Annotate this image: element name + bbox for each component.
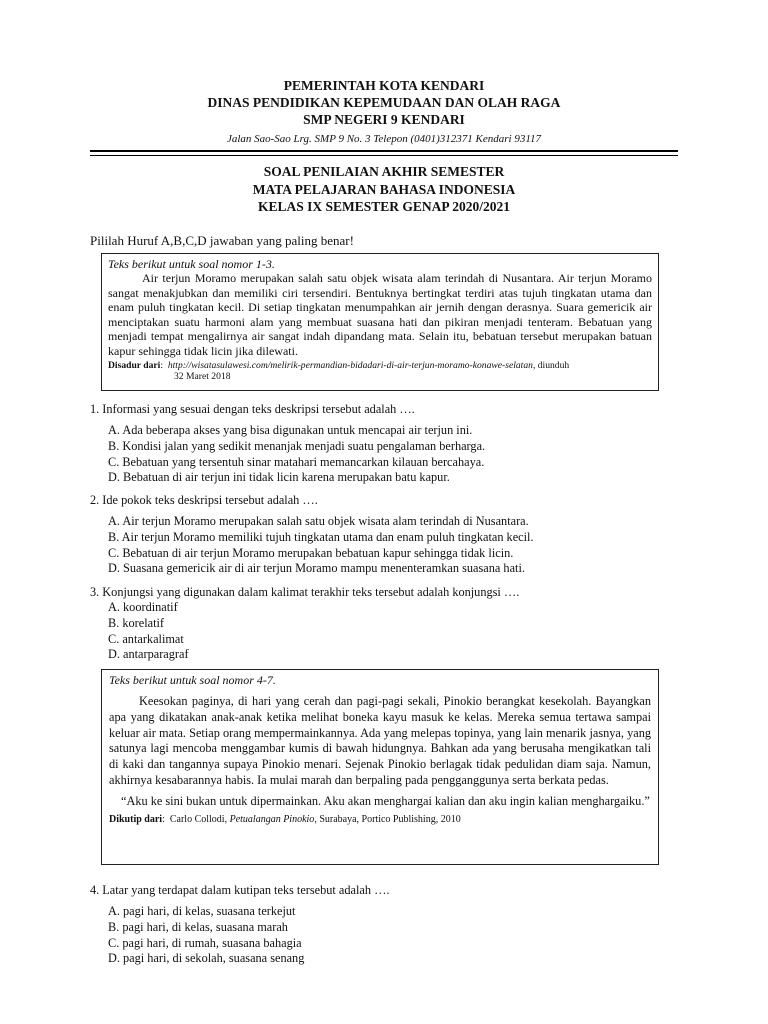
passage-1-text: Air terjun Moramo merupakan salah satu objek wisata alam terindah di Nusantara. Air terjun Moramo sangat menakjubkan dan memiliki ciri tersendiri. Bentuknya bertingkat terdiri atas tujuh tingkatan utama dan enam puluh tingkatan kecil. Di setiap tingkatan menumpahkan air jernih dengan derasnya. Suara gemericik air menciptakan suatu harmoni alam yang membuat suasana hati dan pikiran menjadi tenteram. Bebatuan yang menjadi tempat mengalirnya air sangat indah dipandang mata. Selain itu, bebatuan tersebut merupakan batuan kapur sehingga tidak licin jika dilewati. xyxy=(108,271,652,358)
source-label: Disadur dari xyxy=(108,359,161,371)
source-suffix: , diunduh xyxy=(532,359,570,371)
answer-options xyxy=(90,600,680,663)
instruction: Pililah Huruf A,B,C,D jawaban yang paling benar! xyxy=(90,233,354,248)
option-d: D. Bebatuan di air terjun ini tidak licin karena merupakan batu kapur. xyxy=(108,470,450,485)
option-c: C. Bebatuan di air terjun Moramo merupakan bebatuan kapur sehingga tidak licin. xyxy=(108,545,514,560)
passage-1-lead: Teks berikut untuk soal nomor 1-3. xyxy=(108,257,275,271)
option-b: B. korelatif xyxy=(108,615,165,630)
passage-2-lead: Teks berikut untuk soal nomor 4-7. xyxy=(109,673,276,687)
option-b: B. Kondisi jalan yang sedikit menanjak menjadi suatu pengalaman berharga. xyxy=(108,438,486,453)
option-b: B. pagi hari, di kelas, suasana marah xyxy=(108,919,288,934)
letterhead-divider-thin xyxy=(90,155,678,156)
answer-options xyxy=(90,514,680,577)
option-a: A. koordinatif xyxy=(108,600,178,614)
option-a: A. Air terjun Moramo merupakan salah satu objek wisata alam terindah di Nusantara. xyxy=(108,514,529,528)
source-date: 32 Maret 2018 xyxy=(174,371,231,383)
option-d: D. Suasana gemericik air di air terjun Moramo mampu menenteramkan suasana hati. xyxy=(108,561,525,576)
letterhead-address: Jalan Sao-Sao Lrg. SMP 9 No. 3 Telepon (0401)312371 Kendari 93117 xyxy=(226,133,542,145)
letterhead xyxy=(0,77,768,146)
option-d: D. antarparagraf xyxy=(108,647,189,662)
source-publisher: , Surabaya, Portico Publishing, 2010 xyxy=(314,813,461,825)
answer-options xyxy=(90,423,680,486)
letterhead-government: PEMERINTAH KOTA KENDARI xyxy=(283,78,485,93)
option-d: D. pagi hari, di sekolah, suasana senang xyxy=(108,951,305,966)
answer-options xyxy=(90,904,680,967)
option-b: B. Air terjun Moramo memiliki tujuh tingkatan utama dan enam puluh tingkatan kecil. xyxy=(108,529,534,544)
question-4 xyxy=(90,882,680,967)
passage-2-source: Dikutip dari: Carlo Collodi, Petualangan Pinokio, Surabaya, Portico Publishing, 2010 xyxy=(109,813,461,825)
exam-title xyxy=(0,163,768,216)
question-1 xyxy=(90,401,680,486)
option-c: C. Bebatuan yang tersentuh sinar matahari memancarkan kilauan bercahaya. xyxy=(108,454,485,469)
letterhead-school: SMP NEGERI 9 KENDARI xyxy=(303,112,465,127)
letterhead-department: DINAS PENDIDIKAN KEPEMUDAAN DAN OLAH RAGA xyxy=(207,95,561,110)
question-2 xyxy=(90,492,680,577)
question-stem: 1. Informasi yang sesuai dengan teks deskripsi tersebut adalah …. xyxy=(90,402,415,416)
exam-title-line-3: KELAS IX SEMESTER GENAP 2020/2021 xyxy=(257,199,511,214)
option-c: C. antarkalimat xyxy=(108,631,184,646)
passage-2-text: Keesokan paginya, di hari yang cerah dan pagi-pagi sekali, Pinokio berangkat kesekolah. Bayangkan apa yang dikatakan anak-anak ketika melihat boneka kayu masuk ke kelas. Mereka semua tertawa sampai keluar air mata. Setiap orang mempermainkannya. Ada yang melepas topinya, yang lain menarik jasnya, yang satunya lagi mencoba menggambar kumis di bawah hidungnya. Bahkan ada yang berusaha mengikatkan tali di kaki dan tangannya supaya Pinokio menari. Sejenak Pinokio berlagak tidak pedulidan diam saja. Namun, akhirnya kesabarannya habis. Ia mulai marah dan berpaling pada pengganggunya serta berkata pedas. xyxy=(109,694,651,787)
passage-2-quote: “Aku ke sini bukan untuk dipermainkan. Aku akan menghargai kalian dan aku ingin kalian menghargaiku.” xyxy=(121,793,650,808)
source-label: Dikutip dari xyxy=(109,813,163,825)
option-a: A. Ada beberapa akses yang bisa digunakan untuk mencapai air terjun ini. xyxy=(108,423,473,437)
question-stem: 3. Konjungsi yang digunakan dalam kalimat terakhir teks tersebut adalah konjungsi …. xyxy=(90,585,520,599)
question-stem: 4. Latar yang terdapat dalam kutipan teks tersebut adalah …. xyxy=(90,883,390,897)
source-book-title: Petualangan Pinokio xyxy=(229,813,315,825)
exam-title-line-1: SOAL PENILAIAN AKHIR SEMESTER xyxy=(263,164,505,179)
option-a: A. pagi hari, di kelas, suasana terkejut xyxy=(108,904,296,918)
exam-title-line-2: MATA PELAJARAN BAHASA INDONESIA xyxy=(252,181,516,197)
option-c: C. pagi hari, di rumah, suasana bahagia xyxy=(108,935,302,950)
letterhead-divider-thick xyxy=(90,150,678,152)
reading-passage-1 xyxy=(101,253,659,391)
reading-passage-2 xyxy=(101,669,659,865)
question-stem: 2. Ide pokok teks deskripsi tersebut adalah …. xyxy=(90,493,318,507)
question-3 xyxy=(90,584,680,663)
source-url: http://wisatasulawesi.com/melirik-permandian-bidadari-di-air-terjun-moramo-konawe-selatan xyxy=(167,359,533,371)
source-author: Carlo Collodi, xyxy=(169,813,230,825)
passage-1-source: Disadur dari: http://wisatasulawesi.com/melirik-permandian-bidadari-di-air-terjun-moramo-konawe-selatan, diunduh 32 Maret 2018 xyxy=(108,359,570,383)
